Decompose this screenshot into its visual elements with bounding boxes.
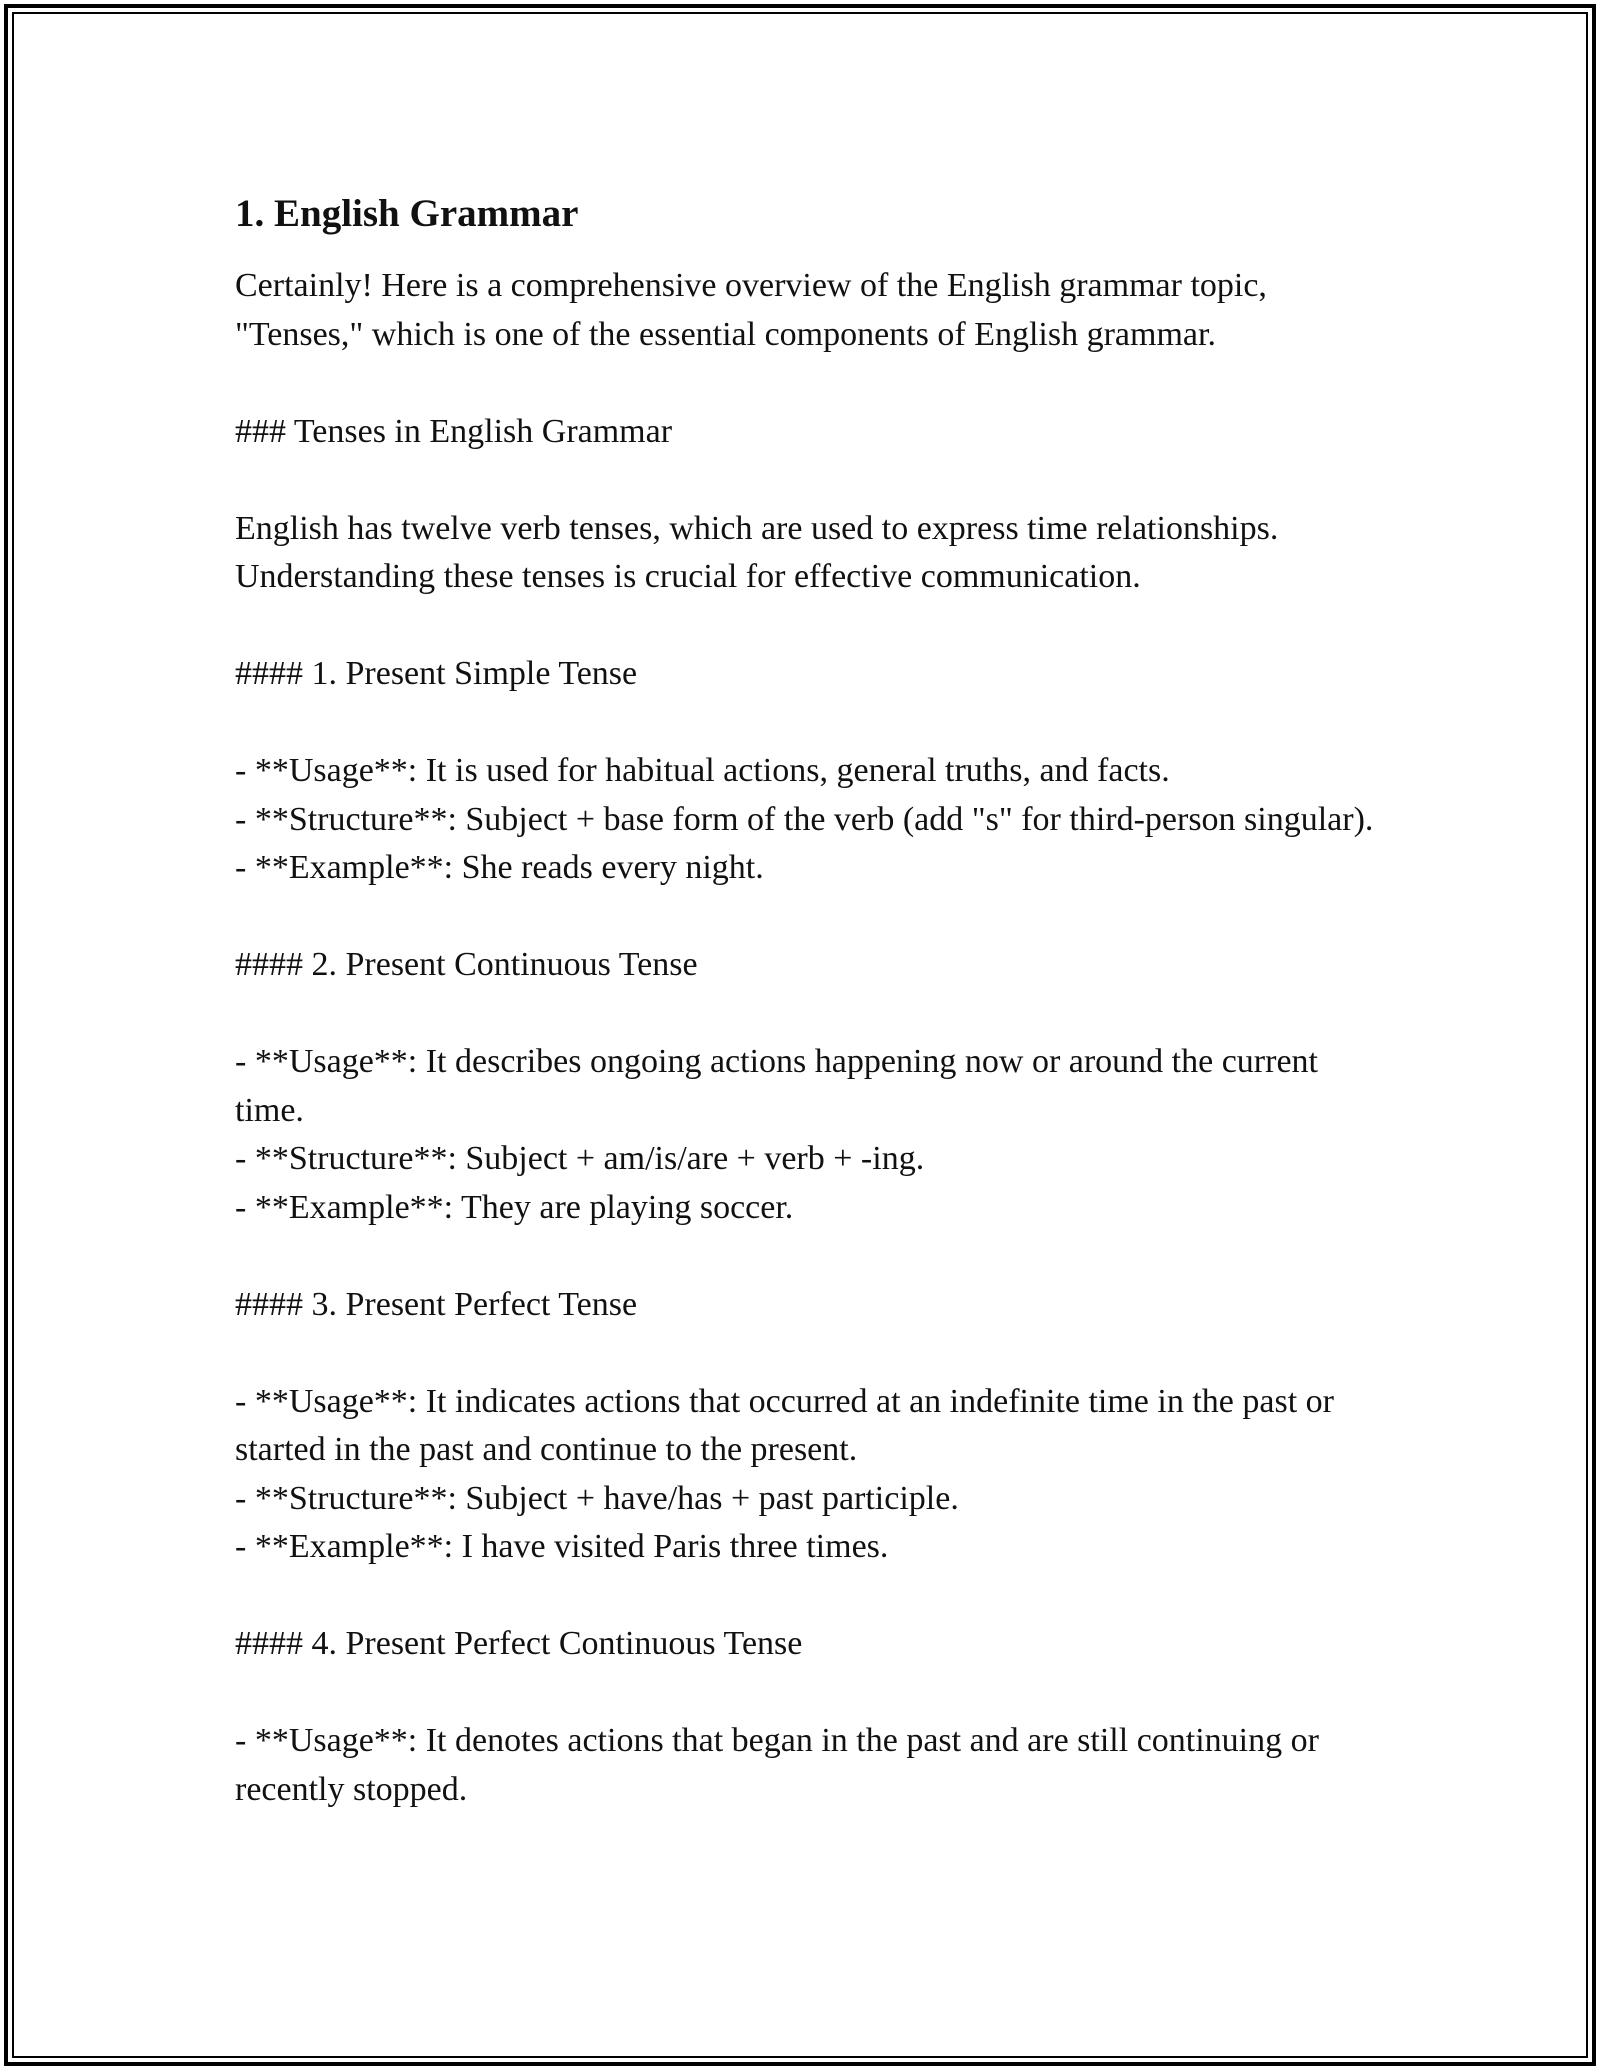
document-title: 1. English Grammar [235,192,579,235]
section-heading: ### Tenses in English Grammar [235,412,673,450]
spacer [235,990,1375,1039]
tense-usage: - **Usage**: It is used for habitual actions, general truths, and facts. [235,752,1170,789]
spacer [235,359,1375,408]
tense-heading: #### 2. Present Continuous Tense [235,946,698,983]
tense-example: - **Example**: They are playing soccer. [235,1188,794,1226]
spacer [235,893,1375,942]
tense-heading: #### 3. Present Perfect Tense [235,1285,638,1323]
spacer [235,1329,1375,1378]
document-body [235,188,1375,1814]
spacer [235,1572,1375,1621]
tense-example: - **Example**: She reads every night. [235,849,764,886]
tense-structure: - **Structure**: Subject + have/has + past participle. [235,1479,959,1517]
spacer [235,1669,1375,1718]
tense-heading: #### 4. Present Perfect Continuous Tense [235,1625,803,1662]
tense-structure: - **Structure**: Subject + am/is/are + verb + -ing. [235,1140,925,1177]
tense-usage: - **Usage**: It indicates actions that occurred at an indefinite time in the past or started in the past and continue to the present. [235,1382,1334,1468]
spacer [235,1232,1375,1281]
tense-structure: - **Structure**: Subject + base form of the verb (add "s" for third-person singular). [235,800,1374,838]
tense-example: - **Example**: I have visited Paris three times. [235,1528,889,1565]
section-intro: English has twelve verb tenses, which are used to express time relationships. Understanding these tenses is crucial for effective communication. [235,509,1279,595]
spacer [235,456,1375,505]
spacer [235,699,1375,748]
tense-usage: - **Usage**: It denotes actions that began in the past and are still continuing or recently stopped. [235,1722,1319,1808]
intro-paragraph: Certainly! Here is a comprehensive overview of the English grammar topic, "Tenses," which is one of the essential components of English grammar. [235,267,1267,353]
spacer [235,602,1375,651]
tense-heading: #### 1. Present Simple Tense [235,655,638,692]
tense-usage: - **Usage**: It describes ongoing actions happening now or around the current time. [235,1043,1318,1129]
